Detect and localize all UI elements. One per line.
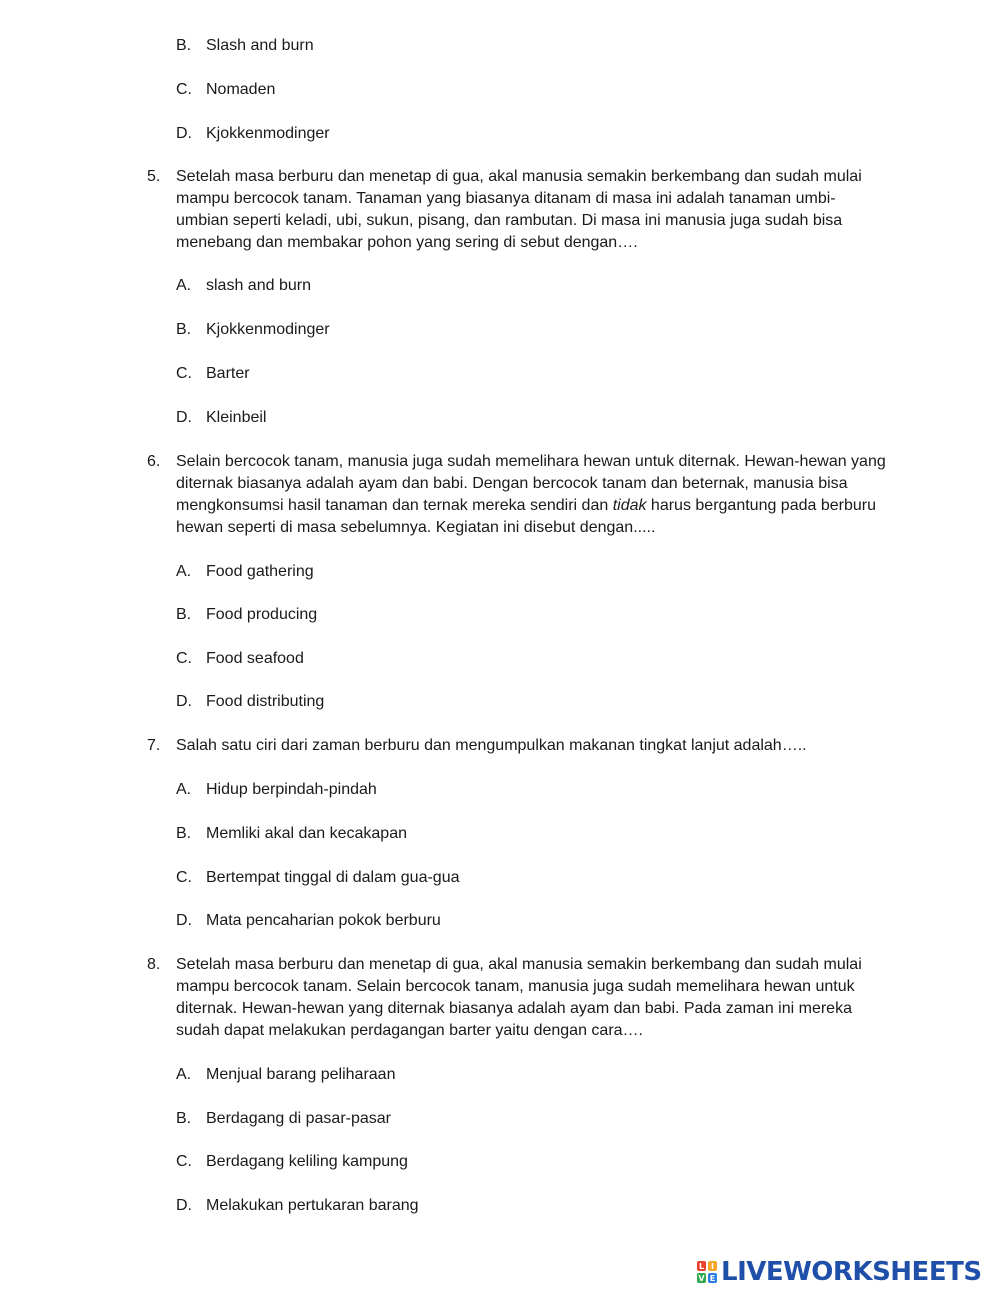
question-6: [147, 451, 887, 539]
q8-option-d: D. Melakukan pertukaran barang: [176, 1197, 419, 1214]
q7-option-d: D. Mata pencaharian pokok berburu: [176, 912, 441, 929]
brand-name: LIVEWORKSHEETS: [721, 1257, 982, 1287]
q4-option-b: B. Slash and burn: [176, 37, 314, 54]
brand-logo-icon: [697, 1261, 717, 1283]
q8-option-b: B. Berdagang di pasar-pasar: [176, 1110, 392, 1127]
logo-tile-l: L: [698, 1261, 705, 1271]
q6-option-b: B. Food producing: [176, 606, 318, 623]
q7-option-b: B. Memliki akal dan kecakapan: [176, 825, 407, 842]
logo-tile-v: V: [698, 1273, 705, 1283]
question-number: 6.: [147, 453, 161, 470]
question-7: [147, 735, 887, 757]
question-text: Setelah masa berburu dan menetap di gua, akal manusia semakin berkembang dan sudah mulai mampu bercocok tanam. Selain bercocok tanam, manusia juga sudah memelihara hewan untuk diternak. Hewan-hewan yang diternak biasanya adalah ayam dan babi. Pada zaman ini mereka sudah dapat melakukan perdagangan barter yaitu dengan cara….: [176, 956, 862, 1039]
question-number: 8.: [147, 956, 161, 973]
q5-option-a: A. slash and burn: [176, 277, 311, 294]
question-text: Salah satu ciri dari zaman berburu dan mengumpulkan makanan tingkat lanjut adalah…..: [176, 737, 807, 754]
logo-tile-e: E: [709, 1273, 716, 1283]
q5-option-b: B. Kjokkenmodinger: [176, 321, 330, 338]
question-text: Selain bercocok tanam, manusia juga sudah memelihara hewan untuk diternak. Hewan-hewan yang diternak biasanya adalah ayam dan babi. Dengan bercocok tanam dan beternak, manusia bisa mengkonsumsi hasil tanaman dan ternak mereka sendiri dan tidak harus bergantung pada berburu hewan seperti di masa sebelumnya. Kegiatan ini disebut dengan.....: [176, 453, 886, 536]
question-number: 7.: [147, 737, 161, 754]
q5-option-c: C. Barter: [176, 365, 250, 382]
q5-option-d: D. Kleinbeil: [176, 409, 267, 426]
question-text: Setelah masa berburu dan menetap di gua, akal manusia semakin berkembang dan sudah mulai mampu bercocok tanam. Tanaman yang biasanya ditanam di masa ini adalah tanaman umbi-umbian seperti keladi, ubi, sukun, pisang, dan rambutan. Di masa ini manusia juga sudah bisa menebang dan membakar pohon yang sering di sebut dengan….: [176, 168, 862, 251]
q6-option-c: C. Food seafood: [176, 650, 304, 667]
liveworksheets-logo: [697, 1255, 982, 1289]
q6-option-a: A. Food gathering: [176, 563, 314, 580]
q8-option-c: C. Berdagang keliling kampung: [176, 1153, 408, 1170]
q6-option-d: D. Food distributing: [176, 693, 325, 710]
logo-tile-i: I: [708, 1261, 717, 1271]
q4-option-c: C. Nomaden: [176, 81, 276, 98]
question-8: [147, 954, 887, 1042]
q8-option-a: A. Menjual barang peliharaan: [176, 1066, 396, 1083]
question-5: [147, 166, 887, 254]
q7-option-a: A. Hidup berpindah-pindah: [176, 781, 377, 798]
q4-option-d: D. Kjokkenmodinger: [176, 125, 330, 142]
q7-option-c: C. Bertempat tinggal di dalam gua-gua: [176, 869, 460, 886]
question-number: 5.: [147, 168, 161, 185]
